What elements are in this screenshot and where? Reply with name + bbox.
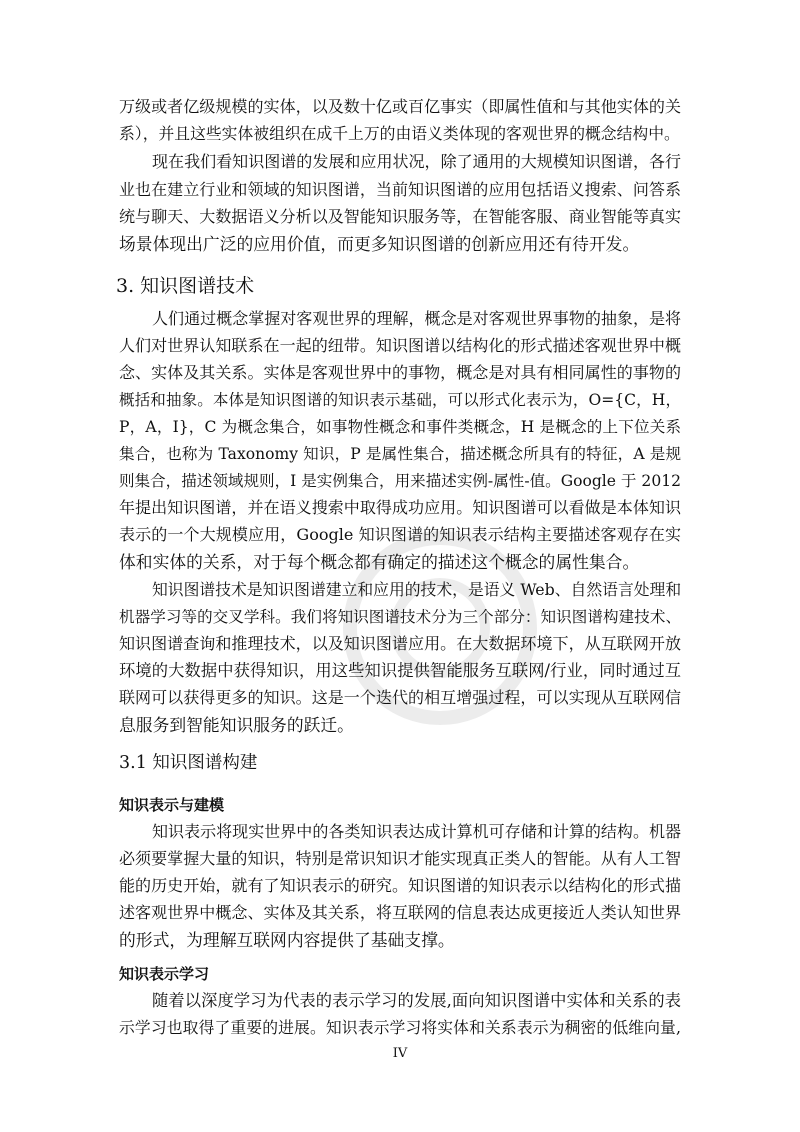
text-line: 人们通过概念掌握对客观世界的理解，概念是对客观世界事物的抽象，是将 xyxy=(152,309,682,328)
text-line: 系），并且这些实体被组织在成千上万的由语义类体现的客观世界的概念结构中。 xyxy=(119,124,680,143)
text-line: 息服务到智能知识服务的跃迁。 xyxy=(119,715,354,735)
text-line: 必须要掌握大量的知识，特别是常识知识才能实现真正类人的智能。从有人工智 xyxy=(119,849,681,868)
page-number: IV xyxy=(392,1046,408,1061)
topic-heading: 知识表示与建模 xyxy=(119,796,225,814)
text-line: 述客观世界中概念、实体及其关系，将互联网的信息表达成更接近人类认知世界 xyxy=(119,903,681,922)
subsection-heading: 3.1 知识图谱构建 xyxy=(119,753,258,773)
text-line: 念、实体及其关系。实体是客观世界中的事物，概念是对具有相同属性的事物的 xyxy=(119,363,681,382)
text-line: 能的历史开始，就有了知识表示的研究。知识图谱的知识表示以结构化的形式描 xyxy=(119,876,681,895)
text-line: 知识图谱技术是知识图谱建立和应用的技术，是语义 Web、自然语言处理和 xyxy=(152,580,682,599)
text-line: 的形式，为理解互联网内容提供了基础支撑。 xyxy=(119,930,455,950)
text-line: 年提出知识图谱，并在语义搜索中取得成功应用。知识图谱可以看做是本体知识 xyxy=(119,498,681,517)
text-line: 随着以深度学习为代表的表示学习的发展,面向知识图谱中实体和关系的表 xyxy=(152,991,681,1010)
text-line: 联网可以获得更多的知识。这是一个迭代的相互增强过程，可以实现从互联网信 xyxy=(119,688,681,707)
text-line: 统与聊天、大数据语义分析以及智能知识服务等，在智能客服、商业智能等真实 xyxy=(119,207,681,226)
text-line: 机器学习等的交叉学科。我们将知识图谱技术分为三个部分：知识图谱构建技术、 xyxy=(119,608,681,626)
text-line: 示学习也取得了重要的进展。知识表示学习将实体和关系表示为稠密的低维向量, xyxy=(119,1018,681,1037)
text-line: P，A，I}，C 为概念集合，如事物性概念和事件类概念，H 是概念的上下位关系 xyxy=(119,418,681,436)
text-line: 表示的一个大规模应用，Google 知识图谱的知识表示结构主要描述客观存在实 xyxy=(119,525,681,544)
topic-heading: 知识表示学习 xyxy=(119,965,210,983)
text-line: 体和实体的关系，对于每个概念都有确定的描述这个概念的属性集合。 xyxy=(119,552,640,572)
text-line: 现在我们看知识图谱的发展和应用状况，除了通用的大规模知识图谱，各行 xyxy=(152,152,682,171)
section-heading: 3. 知识图谱技术 xyxy=(116,275,255,297)
text-line: 万级或者亿级规模的实体，以及数十亿或百亿事实（即属性值和与其他实体的关 xyxy=(119,97,681,116)
text-line: 概括和抽象。本体是知识图谱的知识表示基础，可以形式化表示为，O={C，H， xyxy=(119,391,681,409)
text-line: 环境的大数据中获得知识，用这些知识提供智能服务互联网/行业，同时通过互 xyxy=(119,661,681,680)
text-line: 知识图谱查询和推理技术，以及知识图谱应用。在大数据环境下，从互联网开放 xyxy=(119,634,681,653)
text-line: 人们对世界认知联系在一起的纽带。知识图谱以结构化的形式描述客观世界中概 xyxy=(119,336,681,355)
text-line: 知识表示将现实世界中的各类知识表达成计算机可存储和计算的结构。机器 xyxy=(152,822,682,841)
text-line: 业也在建立行业和领域的知识图谱，当前知识图谱的应用包括语义搜索、问答系 xyxy=(119,180,681,199)
text-line: 集合，也称为 Taxonomy 知识，P 是属性集合，描述概念所具有的特征，A 是规 xyxy=(119,445,681,463)
text-line: 场景体现出广泛的应用价值，而更多知识图谱的创新应用还有待开发。 xyxy=(119,234,640,254)
text-line: 则集合，描述领域规则，I 是实例集合，用来描述实例-属性-值。Google 于 2012 xyxy=(119,472,681,490)
